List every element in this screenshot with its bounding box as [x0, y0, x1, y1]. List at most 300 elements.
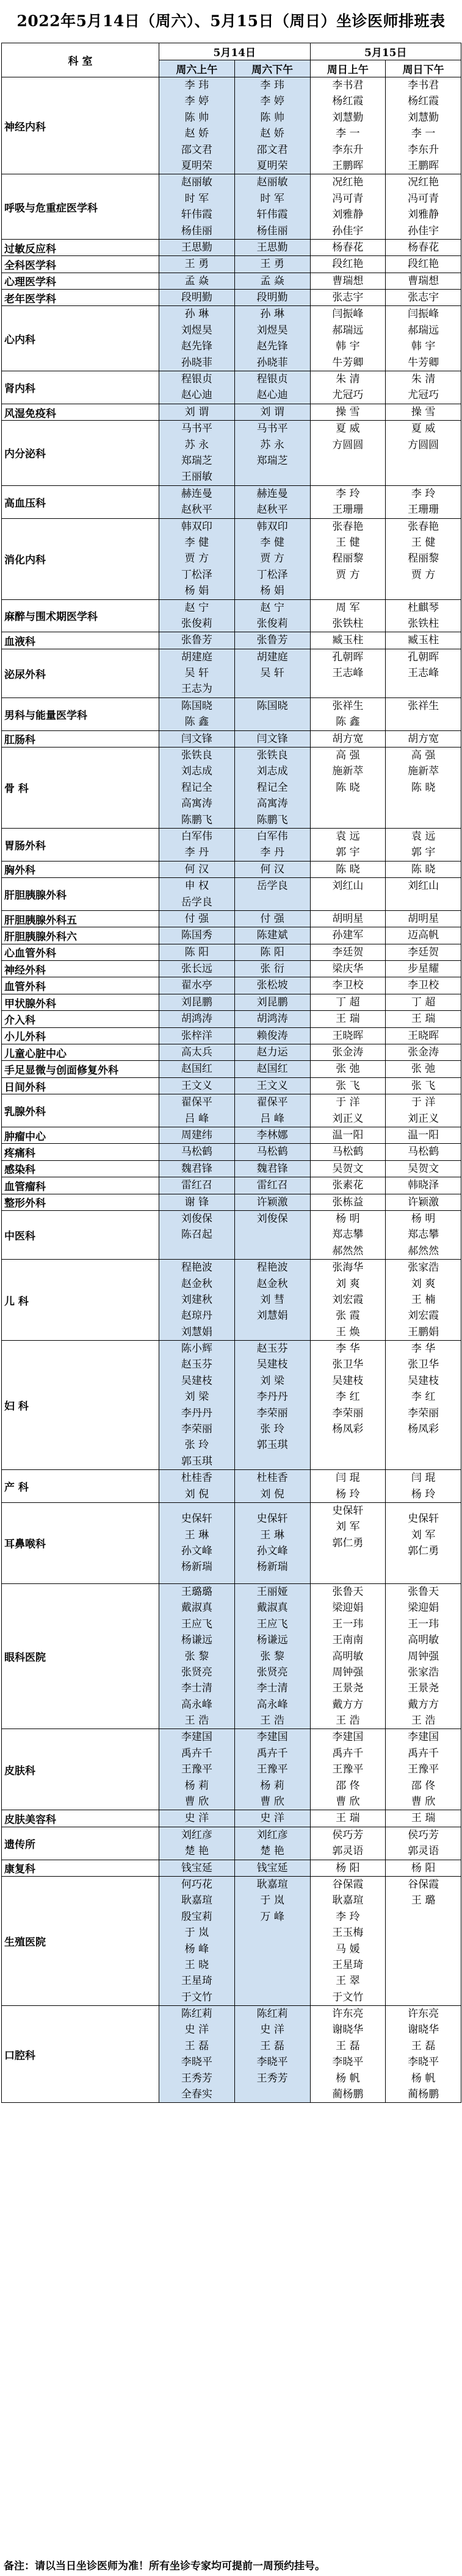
doctor-name: 贾 方: [411, 568, 436, 581]
doctor-name: 赵金秋: [181, 1277, 212, 1290]
doctor-name: 王 晓: [184, 1958, 209, 1971]
doctor-name: [235, 1941, 310, 1957]
doctor-cell: [234, 1144, 310, 1160]
doctor-cell: [234, 698, 310, 730]
doctor-name: 张祥生: [408, 699, 439, 712]
doctor-cell: [310, 404, 386, 420]
doctor-cell: [234, 1827, 310, 1860]
department-name: 肾内科: [2, 371, 159, 404]
doctor-name: 刘 谓: [260, 405, 284, 418]
doctor-name: [235, 1989, 310, 2005]
doctor-cell: [310, 1810, 386, 1827]
department-name: 麻醉与围术期医学科: [2, 599, 159, 632]
doctor-name: 李建国: [181, 1731, 212, 1744]
doctor-name: 刘红山: [408, 880, 439, 893]
doctor-name: [235, 681, 310, 697]
doctor-name: 李荣丽: [332, 1407, 364, 1419]
doctor-cell: [310, 1094, 386, 1127]
doctor-cell: [310, 1827, 386, 1860]
doctor-name: 史 洋: [260, 2024, 284, 2036]
doctor-cell: [234, 828, 310, 861]
doctor-cell: [234, 1876, 310, 2005]
doctor-name: 李晓平: [408, 2056, 439, 2069]
doctor-name: 赵玉芬: [256, 1343, 288, 1355]
doctor-name: 李荣丽: [181, 1423, 212, 1436]
doctor-name: 于 岚: [260, 1894, 284, 1907]
table-row: [2, 649, 461, 698]
doctor-cell: [386, 1144, 461, 1160]
doctor-name: 陈 鑫: [336, 716, 360, 729]
department-name: 遗传所: [2, 1827, 159, 1860]
department-name: 呼吸与危重症医学科: [2, 174, 159, 240]
doctor-cell: [234, 747, 310, 829]
doctor-name: 赵心迪: [256, 389, 288, 402]
doctor-name: 王 浩: [411, 1714, 436, 1727]
doctor-name: 刘煜昊: [181, 324, 212, 337]
doctor-name: 王秀芳: [181, 2072, 212, 2085]
doctor-name: 张 黎: [260, 1650, 284, 1663]
doctor-cell: [234, 1729, 310, 1810]
doctor-cell: [386, 1341, 461, 1470]
doctor-name: 杨 玲: [336, 1488, 360, 1500]
doctor-name: 杨凤彩: [408, 1423, 439, 1436]
doctor-name: 杨 帆: [336, 2072, 360, 2085]
doctor-name: 闫 琨: [336, 1472, 360, 1485]
doctor-cell: [310, 828, 386, 861]
doctor-name: 陈召起: [181, 1229, 212, 1241]
doctor-cell: [386, 404, 461, 420]
doctor-name: 孙文峰: [181, 1544, 212, 1557]
table-row: [2, 1341, 461, 1470]
doctor-name: 李廷贺: [408, 946, 439, 958]
doctor-name: [311, 894, 386, 910]
doctor-cell: [159, 518, 235, 599]
doctor-name: 于文竹: [332, 1991, 364, 2003]
doctor-cell: [310, 1127, 386, 1144]
doctor-name: 赵力运: [256, 1046, 288, 1059]
doctor-cell: [386, 1044, 461, 1061]
doctor-cell: [159, 77, 235, 174]
doctor-name: [235, 2086, 310, 2102]
doctor-name: 蔺杨鹏: [332, 2088, 364, 2101]
doctor-name: [386, 1941, 461, 1957]
doctor-cell: [310, 256, 386, 273]
doctor-name: 刘宏霞: [332, 1293, 364, 1306]
doctor-name: 袁 远: [411, 830, 436, 843]
doctor-name: 温一阳: [408, 1129, 439, 1141]
doctor-name: 张 飞: [411, 1079, 436, 1092]
doctor-cell: [159, 649, 235, 698]
doctor-name: 郝瑞远: [332, 324, 364, 337]
doctor-cell: [386, 1077, 461, 1094]
doctor-name: 李 健: [184, 536, 209, 549]
doctor-cell: [386, 1827, 461, 1860]
table-row: [2, 1583, 461, 1729]
doctor-name: 温一阳: [332, 1129, 364, 1141]
doctor-cell: [234, 256, 310, 273]
doctor-name: 郝然然: [408, 1244, 439, 1257]
doctor-name: 李 婷: [260, 95, 284, 108]
doctor-cell: [310, 421, 386, 486]
doctor-cell: [234, 599, 310, 632]
doctor-name: 尤冠巧: [408, 389, 439, 402]
doctor-name: 王星琦: [181, 1975, 212, 1988]
doctor-name: 臧玉柱: [408, 634, 439, 647]
doctor-name: 史 洋: [184, 1812, 209, 1825]
doctor-name: 杜桂香: [256, 1472, 288, 1485]
doctor-name: 王 磊: [260, 2039, 284, 2052]
doctor-cell: [234, 485, 310, 518]
department-name: 生殖医院: [2, 1876, 159, 2005]
doctor-name: 张贤亮: [256, 1666, 288, 1679]
doctor-cell: [159, 1860, 235, 1876]
doctor-name: [235, 1973, 310, 1989]
doctor-name: 吴贺文: [408, 1162, 439, 1175]
doctor-name: 李 丹: [260, 846, 284, 859]
doctor-name: 张 弛: [411, 1063, 436, 1076]
doctor-name: [386, 812, 461, 828]
doctor-name: 周钟强: [332, 1666, 364, 1679]
doctor-name: 张铁良: [181, 749, 212, 762]
doctor-cell: [234, 174, 310, 240]
department-name: 风湿免疫科: [2, 404, 159, 420]
doctor-name: 赵 宁: [184, 601, 209, 614]
doctor-cell: [386, 256, 461, 273]
department-name: 乳腺外科: [2, 1094, 159, 1127]
doctor-name: [386, 1909, 461, 1925]
department-name: 血液科: [2, 632, 159, 649]
doctor-name: [386, 796, 461, 812]
doctor-name: 赵丽敏: [256, 176, 288, 189]
doctor-name: 张 飞: [336, 1079, 360, 1092]
department-name: 胸外科: [2, 861, 159, 877]
doctor-name: 赫连曼: [181, 487, 212, 500]
doctor-name: 步星耀: [408, 963, 439, 976]
doctor-name: 禹卉千: [332, 1747, 364, 1760]
doctor-name: 操 雪: [336, 405, 360, 418]
doctor-name: 赵 娇: [184, 127, 209, 140]
doctor-cell: [159, 961, 235, 977]
doctor-name: 刘红彦: [256, 1829, 288, 1841]
doctor-name: 夏 威: [411, 423, 436, 435]
doctor-cell: [159, 256, 235, 273]
doctor-name: 王 瑞: [411, 1812, 436, 1825]
doctor-cell: [234, 1210, 310, 1259]
doctor-cell: [386, 961, 461, 977]
page-title: 2022年5月14日（周六）、5月15日（周日）坐诊医师排班表: [16, 12, 446, 30]
doctor-cell: [386, 1011, 461, 1027]
doctor-name: 李东升: [332, 143, 364, 156]
doctor-name: 耿嘉瑄: [256, 1878, 288, 1891]
doctor-name: 胡方宽: [408, 732, 439, 745]
doctor-cell: [386, 290, 461, 306]
table-row: [2, 1470, 461, 1503]
doctor-name: 张鲁天: [332, 1585, 364, 1598]
doctor-name: 于 洋: [336, 1096, 360, 1109]
doctor-name: 张栋益: [332, 1196, 364, 1208]
doctor-cell: [234, 632, 310, 649]
doctor-name: 杨 峰: [184, 1943, 209, 1955]
doctor-name: 王丽敏: [181, 471, 212, 483]
doctor-name: 王 磊: [184, 2039, 209, 2052]
doctor-name: 何 汉: [184, 863, 209, 876]
doctor-name: 刘 军: [411, 1529, 436, 1541]
doctor-cell: [310, 1583, 386, 1729]
doctor-name: 张松坡: [256, 979, 288, 992]
doctor-cell: [310, 1260, 386, 1341]
table-row: [2, 174, 461, 240]
doctor-name: 刘昆鹏: [256, 996, 288, 1008]
doctor-name: 戴淑真: [256, 1602, 288, 1614]
doctor-name: 王珊珊: [408, 504, 439, 516]
doctor-name: 贾 方: [260, 552, 284, 565]
doctor-name: 王鹏娟: [408, 1325, 439, 1338]
doctor-cell: [234, 994, 310, 1010]
doctor-cell: [310, 927, 386, 944]
doctor-name: 杨 玲: [411, 1488, 436, 1500]
doctor-name: 王秀芳: [256, 2072, 288, 2085]
doctor-name: 马书平: [256, 423, 288, 435]
doctor-name: 杨新瑞: [256, 1561, 288, 1574]
doctor-cell: [310, 273, 386, 289]
doctor-name: 吕 峰: [260, 1112, 284, 1125]
doctor-name: 赵心迪: [181, 389, 212, 402]
doctor-cell: [386, 1094, 461, 1127]
doctor-cell: [310, 1144, 386, 1160]
doctor-cell: [310, 878, 386, 911]
doctor-name: 张贤亮: [181, 1666, 212, 1679]
doctor-cell: [159, 1127, 235, 1144]
doctor-name: 曹瑞想: [408, 274, 439, 287]
doctor-name: 李晓平: [181, 2056, 212, 2069]
doctor-name: 程记全: [181, 781, 212, 794]
doctor-cell: [310, 1341, 386, 1470]
table-row: [2, 1094, 461, 1127]
doctor-name: 张家浩: [408, 1261, 439, 1274]
doctor-cell: [159, 1144, 235, 1160]
doctor-name: 杨 娟: [260, 585, 284, 598]
doctor-cell: [159, 977, 235, 994]
table-row: [2, 273, 461, 289]
department-name: 心内科: [2, 306, 159, 371]
table-row: [2, 861, 461, 877]
doctor-name: 王星琦: [332, 1958, 364, 1971]
doctor-cell: [386, 518, 461, 599]
table-row: [2, 1876, 461, 2005]
doctor-cell: [159, 2006, 235, 2103]
doctor-name: 曹 欣: [184, 1796, 209, 1808]
doctor-name: 李 健: [260, 536, 284, 549]
doctor-name: 夏明荣: [256, 159, 288, 172]
doctor-cell: [386, 1210, 461, 1259]
doctor-name: [235, 1454, 310, 1469]
table-row: [2, 518, 461, 599]
doctor-cell: [310, 1194, 386, 1210]
doctor-name: 时 军: [260, 192, 284, 205]
doctor-cell: [234, 1044, 310, 1061]
doctor-cell: [386, 1160, 461, 1177]
doctor-name: 张长远: [181, 963, 212, 976]
doctor-name: 赵先锋: [256, 340, 288, 353]
department-name: 介入科: [2, 1011, 159, 1027]
doctor-name: 楚 艳: [184, 1845, 209, 1858]
doctor-name: 张卫华: [332, 1358, 364, 1371]
table-row: [2, 944, 461, 960]
doctor-name: 孙建军: [332, 929, 364, 942]
doctor-cell: [310, 1160, 386, 1177]
doctor-name: 郑志攀: [408, 1229, 439, 1241]
doctor-name: 韩双印: [181, 520, 212, 533]
doctor-name: 王志峰: [408, 667, 439, 680]
doctor-name: 冯可青: [332, 192, 364, 205]
doctor-cell: [159, 1260, 235, 1341]
doctor-name: 杨 莉: [260, 1779, 284, 1792]
doctor-name: 王 瑞: [411, 1013, 436, 1026]
doctor-name: 赵先锋: [181, 340, 212, 353]
doctor-cell: [159, 927, 235, 944]
doctor-name: 胡明星: [332, 912, 364, 925]
doctor-name: 刘志成: [181, 765, 212, 778]
doctor-name: 方圆圆: [332, 438, 364, 451]
doctor-cell: [310, 1876, 386, 2005]
doctor-name: 杨谦远: [256, 1634, 288, 1647]
doctor-name: 张海华: [332, 1261, 364, 1274]
doctor-cell: [159, 404, 235, 420]
doctor-cell: [234, 239, 310, 255]
doctor-cell: [310, 910, 386, 927]
doctor-cell: [386, 485, 461, 518]
table-row: [2, 1194, 461, 1210]
doctor-cell: [310, 599, 386, 632]
table-row: [2, 1810, 461, 1827]
doctor-cell: [310, 1077, 386, 1094]
doctor-name: 王志峰: [332, 667, 364, 680]
doctor-name: 胡鸿涛: [181, 1013, 212, 1026]
doctor-name: 孙 琳: [260, 308, 284, 321]
doctor-name: 杨佳丽: [181, 224, 212, 237]
doctor-name: 岳学良: [181, 896, 212, 908]
doctor-name: 程艳波: [256, 1261, 288, 1274]
department-name: 日间外科: [2, 1077, 159, 1094]
doctor-name: 丁 超: [336, 996, 360, 1008]
doctor-cell: [386, 1470, 461, 1503]
doctor-cell: [159, 994, 235, 1010]
doctor-name: 曹瑞想: [332, 274, 364, 287]
doctor-name: 郑瑞芝: [256, 454, 288, 467]
doctor-name: 侯巧芳: [332, 1829, 364, 1841]
doctor-name: 张 衍: [260, 963, 284, 976]
doctor-name: 于 岚: [184, 1927, 209, 1939]
doctor-name: 牛芳卿: [408, 356, 439, 369]
doctor-name: 孙晓菲: [256, 356, 288, 369]
doctor-name: 陈 阳: [184, 946, 209, 958]
doctor-cell: [386, 1177, 461, 1194]
doctor-cell: [386, 1502, 461, 1583]
doctor-name: 刘红彦: [181, 1829, 212, 1841]
doctor-name: 杨 明: [411, 1212, 436, 1225]
doctor-name: [386, 583, 461, 599]
doctor-name: 陈鹏飞: [256, 813, 288, 826]
doctor-name: 李 丹: [184, 846, 209, 859]
doctor-name: 刘志成: [256, 765, 288, 778]
doctor-name: [159, 1243, 234, 1259]
doctor-name: 赵玉芬: [181, 1358, 212, 1371]
doctor-name: 赫连曼: [256, 487, 288, 500]
doctor-name: 杨凤彩: [332, 1423, 364, 1436]
department-name: 甲状腺外科: [2, 994, 159, 1010]
doctor-name: 王璐璐: [181, 1585, 212, 1598]
doctor-name: 杨春花: [332, 241, 364, 254]
doctor-name: 邵文君: [181, 143, 212, 156]
doctor-cell: [310, 730, 386, 747]
doctor-cell: [386, 599, 461, 632]
doctor-name: 赵琼丹: [181, 1310, 212, 1322]
doctor-name: 李 婷: [184, 95, 209, 108]
doctor-cell: [159, 910, 235, 927]
doctor-name: 高永峰: [256, 1698, 288, 1711]
doctor-name: 李 华: [336, 1343, 360, 1355]
doctor-cell: [386, 828, 461, 861]
doctor-cell: [234, 1860, 310, 1876]
doctor-name: 李林娜: [256, 1129, 288, 1141]
doctor-name: 赵 宁: [260, 601, 284, 614]
doctor-name: 赵丽敏: [181, 176, 212, 189]
doctor-name: 郑志攀: [332, 1229, 364, 1241]
doctor-name: 杜麒琴: [408, 601, 439, 614]
doctor-name: 王豫平: [408, 1763, 439, 1776]
doctor-cell: [234, 77, 310, 174]
doctor-cell: [234, 1160, 310, 1177]
doctor-name: 陈红莉: [181, 2008, 212, 2021]
doctor-name: 杨谦远: [181, 1634, 212, 1647]
doctor-name: 钱宝延: [256, 1861, 288, 1874]
doctor-name: 王 璐: [411, 1894, 436, 1907]
doctor-name: 高明敏: [408, 1634, 439, 1647]
doctor-name: 翟保平: [181, 1096, 212, 1109]
doctor-name: 韩 宇: [411, 340, 436, 353]
doctor-cell: [159, 174, 235, 240]
doctor-cell: [386, 649, 461, 698]
doctor-cell: [159, 1810, 235, 1827]
doctor-name: [386, 714, 461, 730]
doctor-cell: [386, 1061, 461, 1077]
doctor-name: 谢 锋: [184, 1196, 209, 1208]
doctor-name: 王文义: [256, 1079, 288, 1092]
doctor-name: 李卫校: [408, 979, 439, 992]
doctor-name: 李 一: [336, 127, 360, 140]
department-name: 耳鼻喉科: [2, 1502, 159, 1583]
doctor-cell: [310, 698, 386, 730]
doctor-name: [386, 681, 461, 697]
doctor-name: 李丹丹: [181, 1407, 212, 1419]
doctor-name: 王 勇: [184, 258, 209, 271]
doctor-name: 李荣丽: [256, 1407, 288, 1419]
doctor-name: 魏君锋: [256, 1162, 288, 1175]
department-name: 小儿外科: [2, 1027, 159, 1044]
doctor-name: 闫 琨: [411, 1472, 436, 1485]
doctor-name: 胡建庭: [181, 651, 212, 663]
doctor-cell: [310, 290, 386, 306]
doctor-name: [235, 1957, 310, 1973]
doctor-name: 张志宇: [332, 291, 364, 304]
doctor-name: [386, 453, 461, 469]
doctor-cell: [386, 632, 461, 649]
department-name: 神经外科: [2, 961, 159, 977]
doctor-name: [311, 681, 386, 697]
department-name: 口腔科: [2, 2006, 159, 2103]
doctor-cell: [310, 1860, 386, 1876]
doctor-cell: [234, 421, 310, 486]
